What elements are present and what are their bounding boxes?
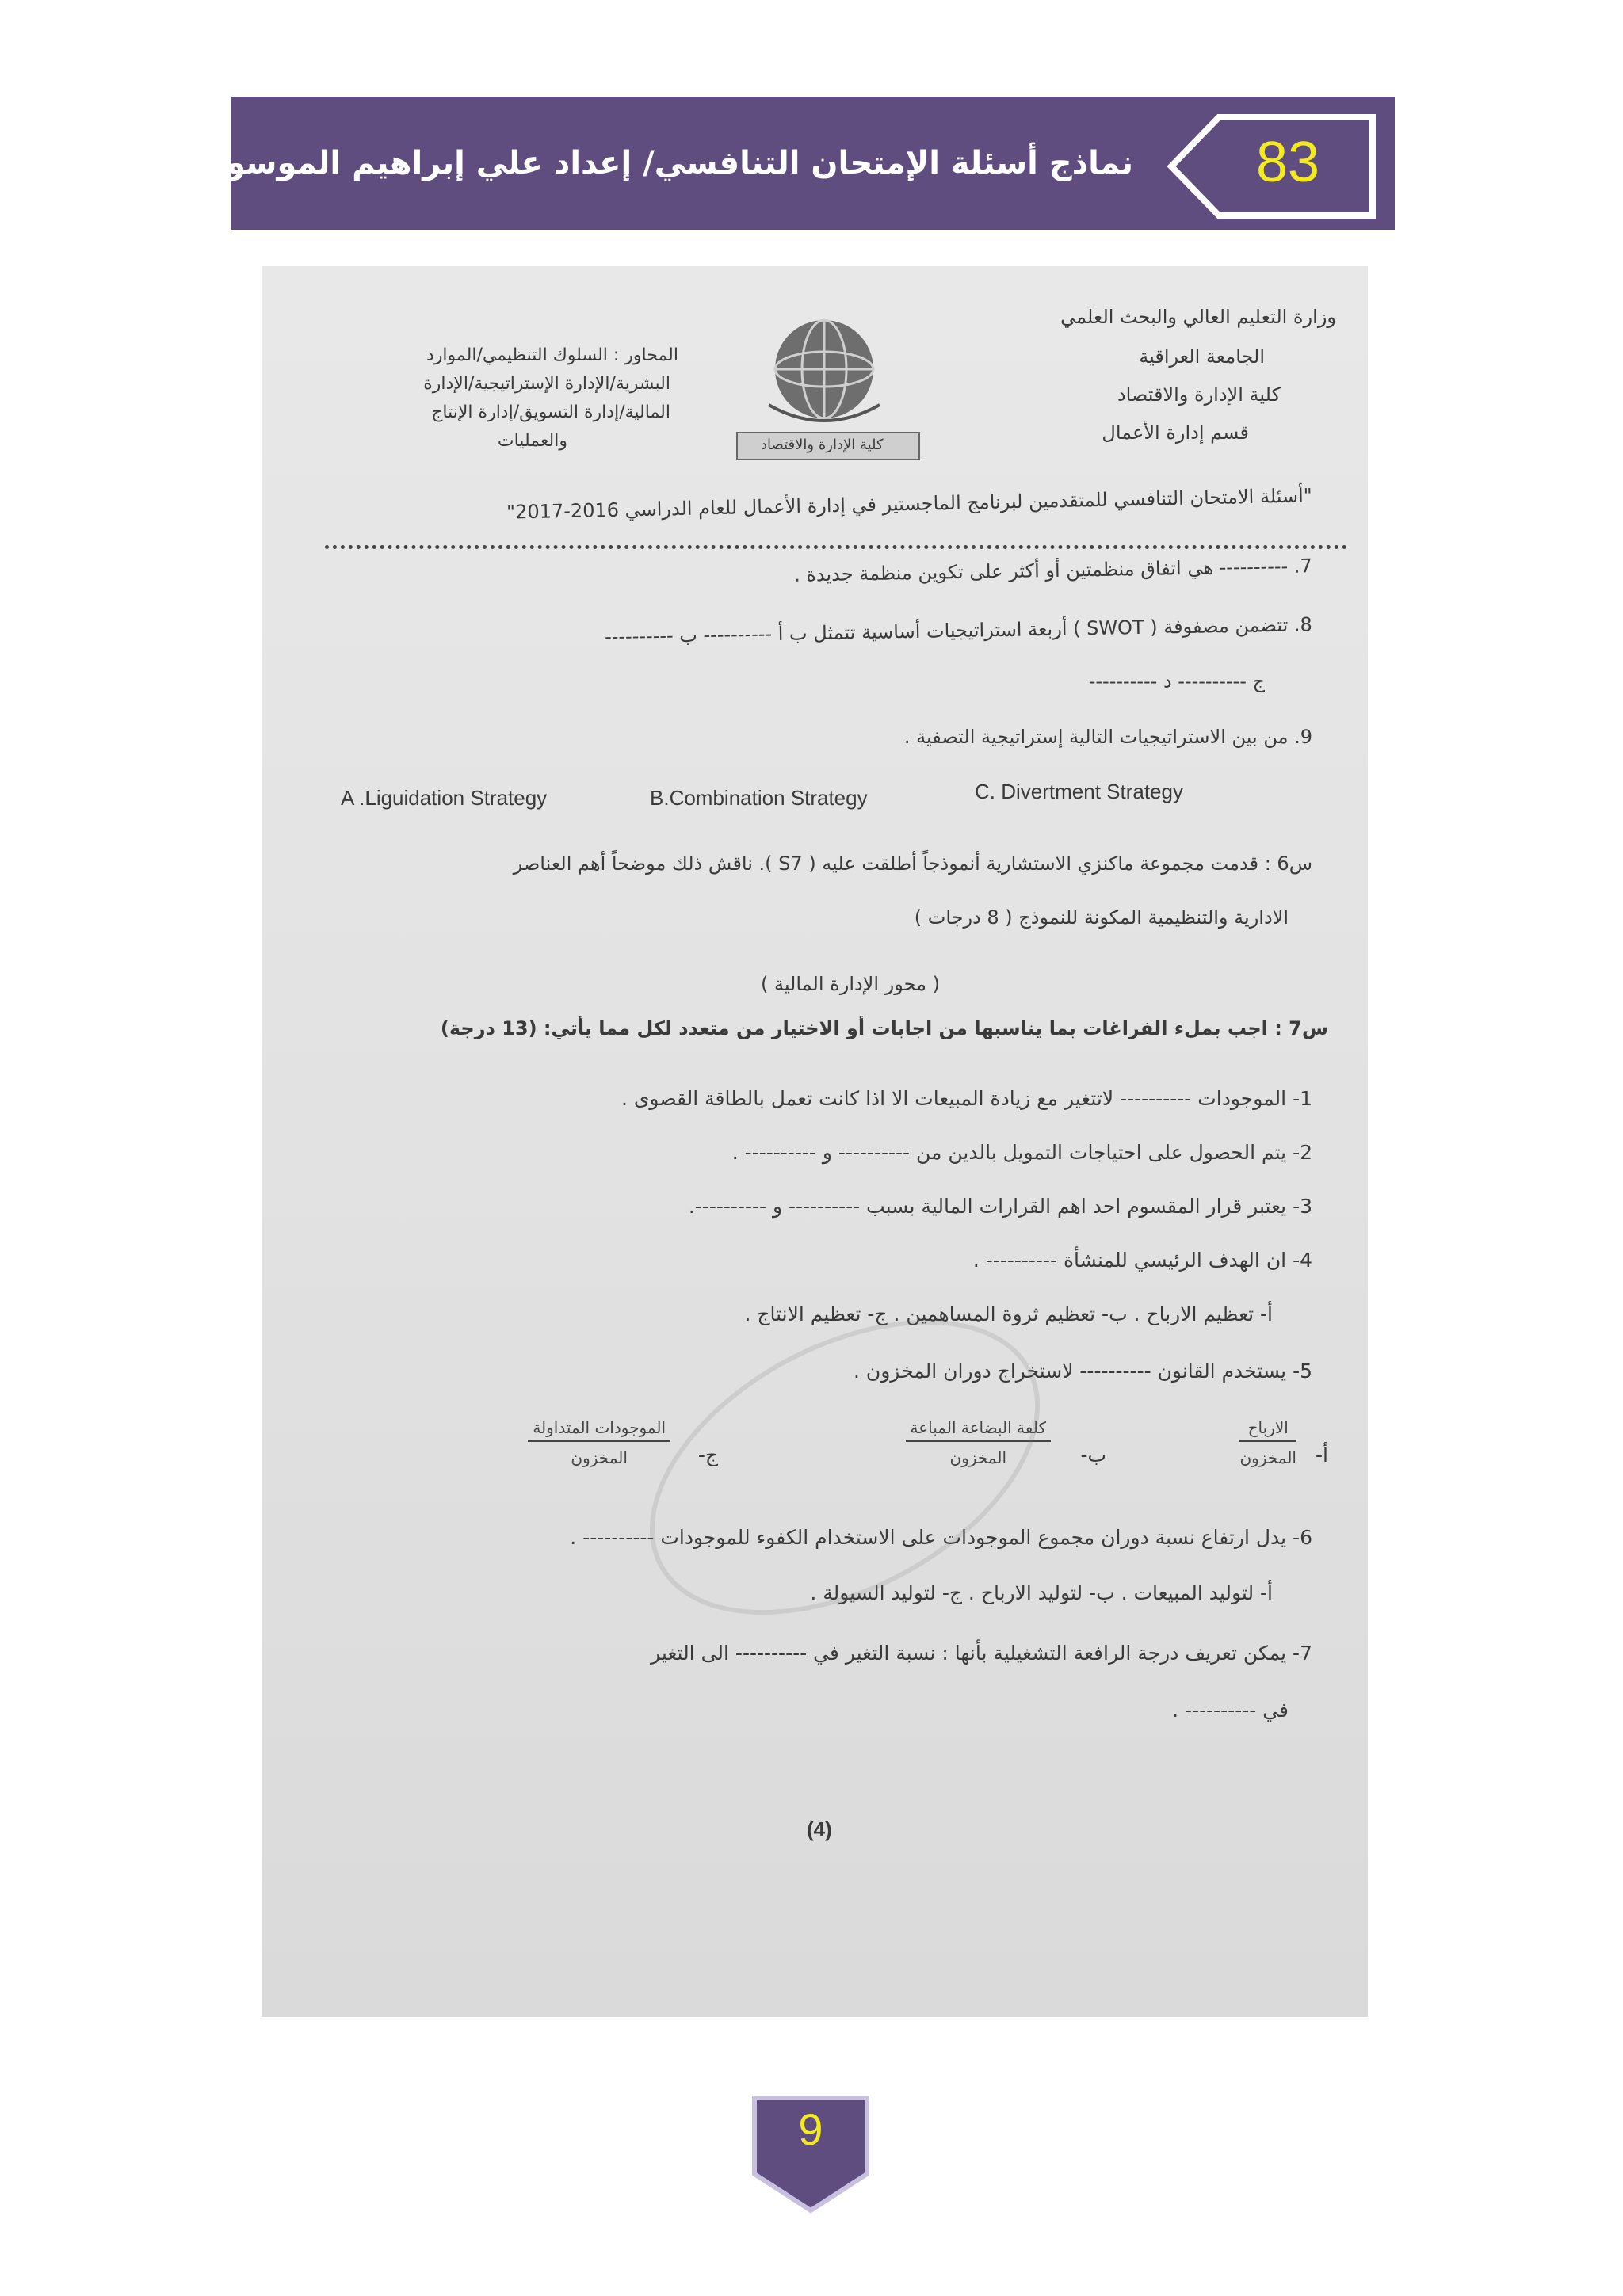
s7-item-4: 4- ان الهدف الرئيسي للمنشأة ---------- . bbox=[972, 1249, 1312, 1272]
exam-title: "أسئلة الامتحان التنافسي للمتقدمين لبرنامج الماجستير في إدارة الأعمال للعام الدراسي 2016-2017" bbox=[506, 484, 1313, 524]
logo-caption: كلية الإدارة والاقتصاد bbox=[761, 437, 884, 453]
header-title: نماذج أسئلة الإمتحان التنافسي/ إعداد علي إبراهيم الموسوي bbox=[197, 145, 1133, 181]
question-7: 7. ---------- هي اتفاق منظمتين أو أكثر على تكوين منظمة جديدة . bbox=[794, 555, 1313, 586]
footer-page-number: 9 bbox=[798, 2104, 823, 2154]
s7-item-7-line-1: 7- يمكن تعريف درجة الرافعة التشغيلية بأنها : نسبة التغير في ---------- الى التغير bbox=[651, 1642, 1312, 1665]
axes-line-1: المحاور : السلوك التنظيمي/الموارد bbox=[426, 345, 678, 365]
axes-line-2: البشرية/الإدارة الإستراتيجية/الإدارة bbox=[423, 374, 670, 394]
ministry-line-2: الجامعة العراقية bbox=[1139, 345, 1265, 368]
finance-axis-heading: ( محور الإدارة المالية ) bbox=[760, 973, 940, 995]
s7-item-5: 5- يستخدم القانون ---------- لاستخراج دوران المخزون . bbox=[853, 1360, 1312, 1383]
s7-item-6: 6- يدل ارتفاع نسبة دوران مجموع الموجودات على الاستخدام الكفوء للموجودات ---------- . bbox=[570, 1526, 1312, 1549]
axes-line-4: والعمليات bbox=[497, 431, 567, 451]
question-s6-line-2: الادارية والتنظيمية المكونة للنموذج ( 8 درجات ) bbox=[914, 906, 1289, 929]
s7-item-2: 2- يتم الحصول على احتياجات التمويل بالدين من ---------- و ---------- . bbox=[731, 1141, 1312, 1164]
q9-option-a: A .Liguidation Strategy bbox=[341, 786, 548, 810]
fraction-c-denominator: المخزون bbox=[571, 1448, 628, 1467]
fraction-a bbox=[1239, 1418, 1296, 1467]
ministry-line-4: قسم إدارة الأعمال bbox=[1102, 421, 1249, 444]
axes-line-3: المالية/إدارة التسويق/إدارة الإنتاج bbox=[431, 402, 670, 422]
fraction-c-numerator: الموجودات المتداولة bbox=[528, 1418, 670, 1442]
fraction-b-numerator: كلفة البضاعة المباعة bbox=[906, 1418, 1051, 1442]
q9-option-c: C. Divertment Strategy bbox=[975, 780, 1183, 803]
question-s6-line-1: س6 : قدمت مجموعة ماكنزي الاستشارية أنموذجاً أطلقت عليه ( S7 ). ناقش ذلك موضحاً أهم العناصر bbox=[513, 852, 1312, 875]
fraction-c bbox=[528, 1418, 670, 1467]
fraction-a-label: أ- bbox=[1316, 1444, 1328, 1466]
badge-number: 83 bbox=[1255, 131, 1320, 194]
fraction-b-label: ب- bbox=[1080, 1444, 1106, 1466]
scanned-exam-page bbox=[262, 266, 1368, 2017]
s7-item-7-line-2: في ---------- . bbox=[1172, 1699, 1289, 1722]
s7-item-1: 1- الموجودات ---------- لاتتغير مع زيادة المبيعات الا اذا كانت تعمل بالطاقة القصوى . bbox=[621, 1087, 1312, 1110]
ministry-line-3: كلية الإدارة والاقتصاد bbox=[1117, 383, 1281, 406]
s7-item-3: 3- يعتبر قرار المقسوم احد اهم القرارات المالية بسبب ---------- و ----------. bbox=[688, 1195, 1312, 1218]
question-9: 9. من بين الاستراتيجيات التالية إستراتيجية التصفية . bbox=[903, 726, 1312, 748]
fraction-c-label: ج- bbox=[697, 1444, 718, 1466]
dotted-separator bbox=[325, 545, 1347, 549]
s7-item-4-options: أ- تعظيم الارباح . ب- تعظيم ثروة المساهمين . ج- تعظيم الانتاج . bbox=[744, 1302, 1273, 1325]
fraction-a-denominator: المخزون bbox=[1239, 1448, 1296, 1467]
question-8-line-2: ج ---------- د ---------- bbox=[1088, 670, 1265, 692]
question-s7-instructions: س7 : اجب بملء الفراغات بما يناسبها من اجابات أو الاختيار من متعدد لكل مما يأتي: (13 درجة) bbox=[440, 1017, 1328, 1039]
fraction-a-numerator: الارباح bbox=[1239, 1418, 1296, 1442]
university-logo bbox=[729, 298, 927, 464]
question-8-line-1: 8. تتضمن مصفوفة ( SWOT ) أربعة استراتيجيات أساسية تتمثل ب أ ---------- ب ---------- bbox=[604, 613, 1313, 648]
q9-option-b: B.Combination Strategy bbox=[650, 786, 868, 810]
fraction-b-denominator: المخزون bbox=[949, 1448, 1007, 1467]
s7-item-6-options: أ- لتوليد المبيعات . ب- لتوليد الارباح . ج- لتوليد السيولة . bbox=[810, 1581, 1273, 1604]
ministry-line-1: وزارة التعليم العالي والبحث العلمي bbox=[1060, 306, 1336, 328]
paper-page-label: (4) bbox=[807, 1817, 832, 1841]
